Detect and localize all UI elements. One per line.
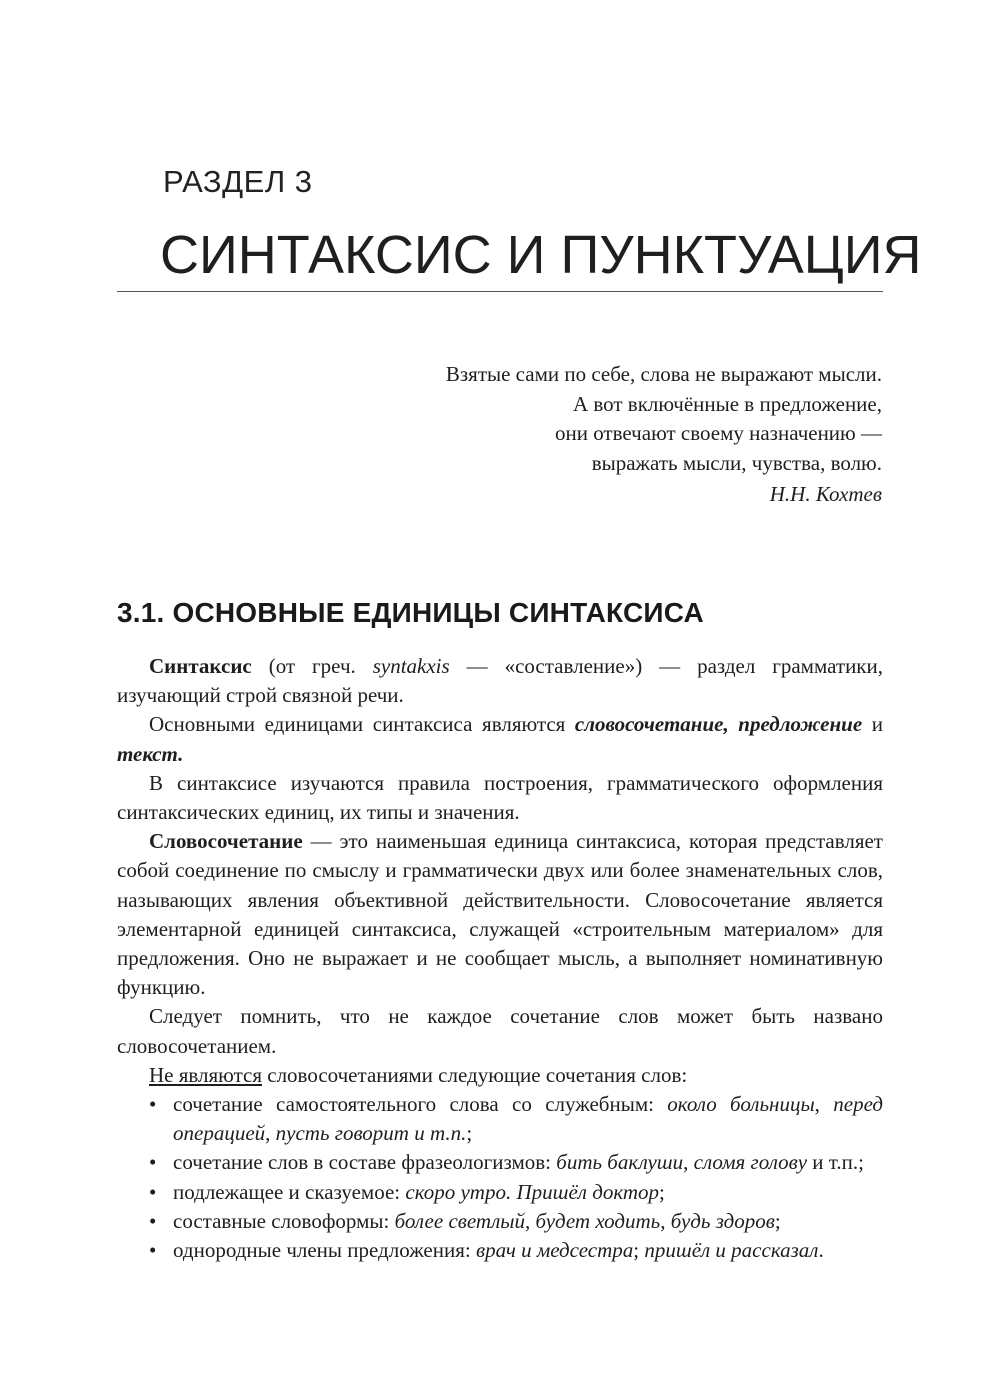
units-emphasis: словосочетание, предложение — [574, 712, 863, 737]
list-item — [149, 1148, 883, 1177]
example: пришёл и рассказал — [644, 1238, 819, 1263]
epigraph-author: Н.Н. Кохтев — [769, 482, 882, 506]
paragraph-syntax-study: В синтаксисе изучаются правила построения, грамматического оформления синтаксических единиц, их типы и значения. — [117, 770, 883, 825]
bullet-icon: • — [149, 1208, 157, 1233]
body-text — [117, 652, 883, 1265]
term-syntax: Синтаксис — [149, 654, 252, 678]
text-run: (от греч. — [251, 654, 373, 678]
bullet-icon: • — [149, 1238, 157, 1263]
example: более светлый — [394, 1208, 525, 1233]
epigraph — [446, 360, 882, 510]
epigraph-line: Взятые сами по себе, слова не выражают мысли. — [445, 362, 882, 386]
example: бить баклуши — [556, 1150, 684, 1175]
term-phrase: Словосочетание — [149, 829, 303, 854]
paragraph-phrase-definition — [117, 827, 883, 1002]
text-run: — это наименьшая единица синтаксиса, которая представляет собой соединение по смыслу и грамматически двух или более знаменательных слов, называющих явления объективной действительности. Словосочетание является элементарной единицей синтаксиса, служащей «строительным материалом» для предложения. Оно не выражает и не сообщает мысль, а выполняет номинативную функцию. — [117, 829, 883, 1000]
epigraph-line: А вот включённые в предложение, — [572, 391, 882, 416]
text-run: составные словоформы: — [173, 1208, 395, 1233]
greek-word: syntakxis — [372, 654, 450, 678]
text-run: , — [683, 1150, 694, 1175]
bullet-icon: • — [149, 1150, 157, 1175]
example: перед операцией — [173, 1092, 884, 1146]
exceptions-list — [117, 1090, 883, 1265]
list-item — [149, 1236, 883, 1265]
bullet-icon: • — [149, 1179, 157, 1204]
text-run: ; — [466, 1121, 473, 1146]
text-run: , — [814, 1092, 834, 1117]
example: врач и медсестра — [475, 1238, 634, 1263]
example: будь здоров — [670, 1208, 775, 1233]
text-run: . — [818, 1238, 824, 1263]
epigraph-line: они отвечают своему назначению — — [554, 421, 882, 445]
text-run: словосочетаниями следующие сочетания слов: — [262, 1062, 688, 1087]
list-item — [149, 1207, 883, 1236]
example: пусть говорит и т.п. — [275, 1121, 467, 1146]
example: будет ходить — [535, 1208, 661, 1233]
text-run: — «составление») — раздел грамматики, изучающий строй связной речи. — [117, 654, 883, 708]
list-item — [149, 1090, 883, 1148]
bullet-icon: • — [149, 1092, 157, 1117]
title-divider — [117, 291, 883, 292]
text-run: однородные члены предложения: — [173, 1238, 476, 1263]
subsection-title: 3.1. ОСНОВНЫЕ ЕДИНИЦЫ СИНТАКСИСА — [117, 597, 704, 628]
units-emphasis: текст. — [117, 741, 184, 766]
text-run: ; — [659, 1179, 665, 1204]
text-run: , — [524, 1208, 536, 1233]
text-run: и — [862, 712, 883, 737]
paragraph-syntax-definition — [117, 652, 883, 710]
text-run: Основными единицами синтаксиса являются — [149, 712, 575, 737]
section-label: РАЗДЕЛ 3 — [163, 164, 313, 199]
example: сломя голову — [693, 1150, 808, 1175]
text-run: и т.п.; — [807, 1150, 864, 1175]
epigraph-line: выражать мысли, чувства, волю. — [591, 450, 882, 475]
paragraph-remember: Следует помнить, что не каждое сочетание слов может быть названо словосочетанием. — [117, 1004, 883, 1058]
example: скоро утро. Пришёл доктор — [405, 1179, 660, 1204]
text-run: ; — [633, 1238, 645, 1263]
list-item — [149, 1178, 883, 1207]
text-run: сочетание самостоятельного слова со служебным: — [173, 1092, 668, 1117]
paragraph-syntax-units — [117, 710, 883, 768]
section-title: СИНТАКСИС И ПУНКТУАЦИЯ — [160, 225, 922, 285]
text-run: , — [660, 1208, 671, 1233]
text-run: ; — [774, 1208, 781, 1233]
text-run: , — [265, 1121, 276, 1146]
text-run: сочетание слов в составе фразеологизмов: — [173, 1150, 557, 1175]
text-run: подлежащее и сказуемое: — [173, 1179, 406, 1204]
paragraph-not-phrases — [117, 1061, 883, 1090]
example: около больницы — [667, 1092, 815, 1117]
underlined-phrase: Не являются — [149, 1062, 262, 1087]
